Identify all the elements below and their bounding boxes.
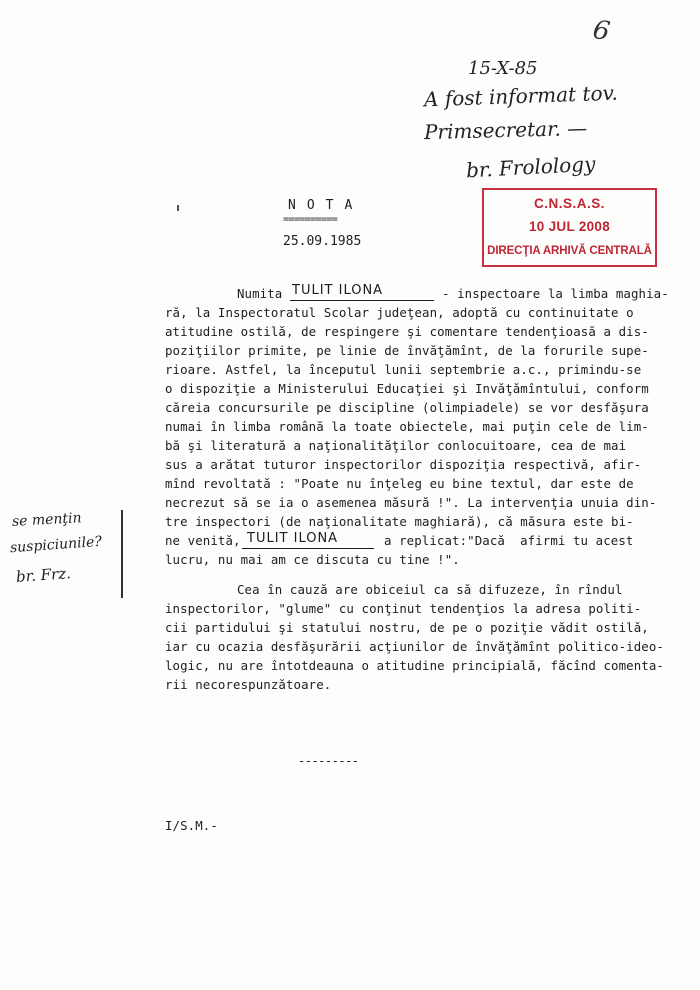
para1-line-11: mînd revoltată : "Poate nu înţeleg eu bine textul, dar este de — [165, 476, 634, 491]
redacted-name-1: TULIT ILONA — [292, 283, 384, 298]
archive-stamp — [482, 188, 657, 267]
para2-line-2: inspectorilor, "glume" cu conţinut tendenţios la adresa politi- — [165, 601, 642, 616]
para1-line-9: bă şi literatură a naţionalităţilor conlocuitoare, cea de mai — [165, 438, 627, 453]
para2-line-6: rii necorespunzătoare. — [165, 677, 332, 692]
para1-line-7: căreia concursurile pe discipline (olimpiadele) se vor desfăşura — [165, 400, 649, 415]
para1-line-1b: - inspectoare la limba maghia- — [442, 286, 669, 301]
handwritten-signature: br. Frolology — [465, 151, 596, 183]
name-underline-1 — [290, 300, 434, 301]
para1-line-1a: Numita — [237, 286, 283, 301]
section-divider: --------- — [298, 754, 359, 768]
corner-page-mark: 6 — [590, 14, 613, 48]
para2-line-3: cii partidului şi statului nostru, de pe o poziţie vădit ostilă, — [165, 620, 649, 635]
para1-line-4: poziţiilor primite, pe linie de învăţămînt, de la forurile supe- — [165, 343, 649, 358]
para1-line-3: atitudine ostilă, de respingere şi comentare tendenţioasă a dis- — [165, 324, 649, 339]
stamp-institution: C.N.S.A.S. — [533, 196, 605, 211]
para1-line-13: tre inspectori (de naţionalitate maghiară), că măsura este bi- — [165, 514, 634, 529]
para1-line-14b: a replicat:"Dacă afirmi tu acest — [384, 533, 634, 548]
para1-line-14a: ne venită, — [165, 533, 241, 548]
para2-line-1: Cea în cauză are obiceiul ca să difuzeze, în rîndul — [237, 582, 623, 597]
document-date: 25.09.1985 — [283, 234, 362, 249]
para1-line-2: ră, la Inspectoratul Scolar judeţean, adoptă cu continuitate o — [165, 305, 634, 320]
para1-line-8: numai în limba română la toate obiectele, mai puţin cele de lim- — [165, 419, 649, 434]
title-underline: ========== — [283, 214, 338, 225]
stamp-date: 10 JUL 2008 — [528, 219, 611, 234]
para1-line-5: rioare. Astfel, la începutul lunii septembrie a.c., primindu-se — [165, 362, 642, 377]
margin-note-line1: se menţin — [11, 510, 82, 530]
handwritten-note-line2: Primsecretar. — — [423, 115, 588, 145]
name-underline-2 — [242, 548, 374, 549]
para1-line-10: sus a arătat tuturor inspectorilor dispoziţia respectivă, afir- — [165, 457, 642, 472]
stamp-department: DIRECŢIA ARHIVĂ CENTRALĂ — [487, 245, 652, 257]
margin-note-line2: suspiciunile? — [9, 533, 103, 557]
scan-speck — [177, 205, 179, 211]
para1-line-12: necrezut să se ia o asemenea măsură !". La intervenţia unuia din- — [165, 495, 657, 510]
para2-line-5: logic, nu are întotdeauna o atitudine principială, făcînd comenta- — [165, 658, 664, 673]
para1-line-15: lucru, nu mai am ce discuta cu tine !". — [165, 552, 460, 567]
document-title: NOTA — [288, 198, 364, 213]
handwritten-note-line1: A fost informat tov. — [423, 80, 619, 112]
handwritten-date: 15-X-85 — [468, 58, 538, 79]
footer-code: I/S.M.- — [165, 818, 218, 833]
para1-line-6: o dispoziţie a Ministerului Educaţiei şi Invăţămîntului, conform — [165, 381, 649, 396]
margin-vertical-bar — [121, 510, 123, 598]
redacted-name-2: TULIT ILONA — [247, 531, 339, 546]
margin-note-signature: br. Frz. — [15, 564, 72, 586]
para2-line-4: iar cu ocazia desfăşurării acţiunilor de învăţămînt politico-ideo- — [165, 639, 664, 654]
